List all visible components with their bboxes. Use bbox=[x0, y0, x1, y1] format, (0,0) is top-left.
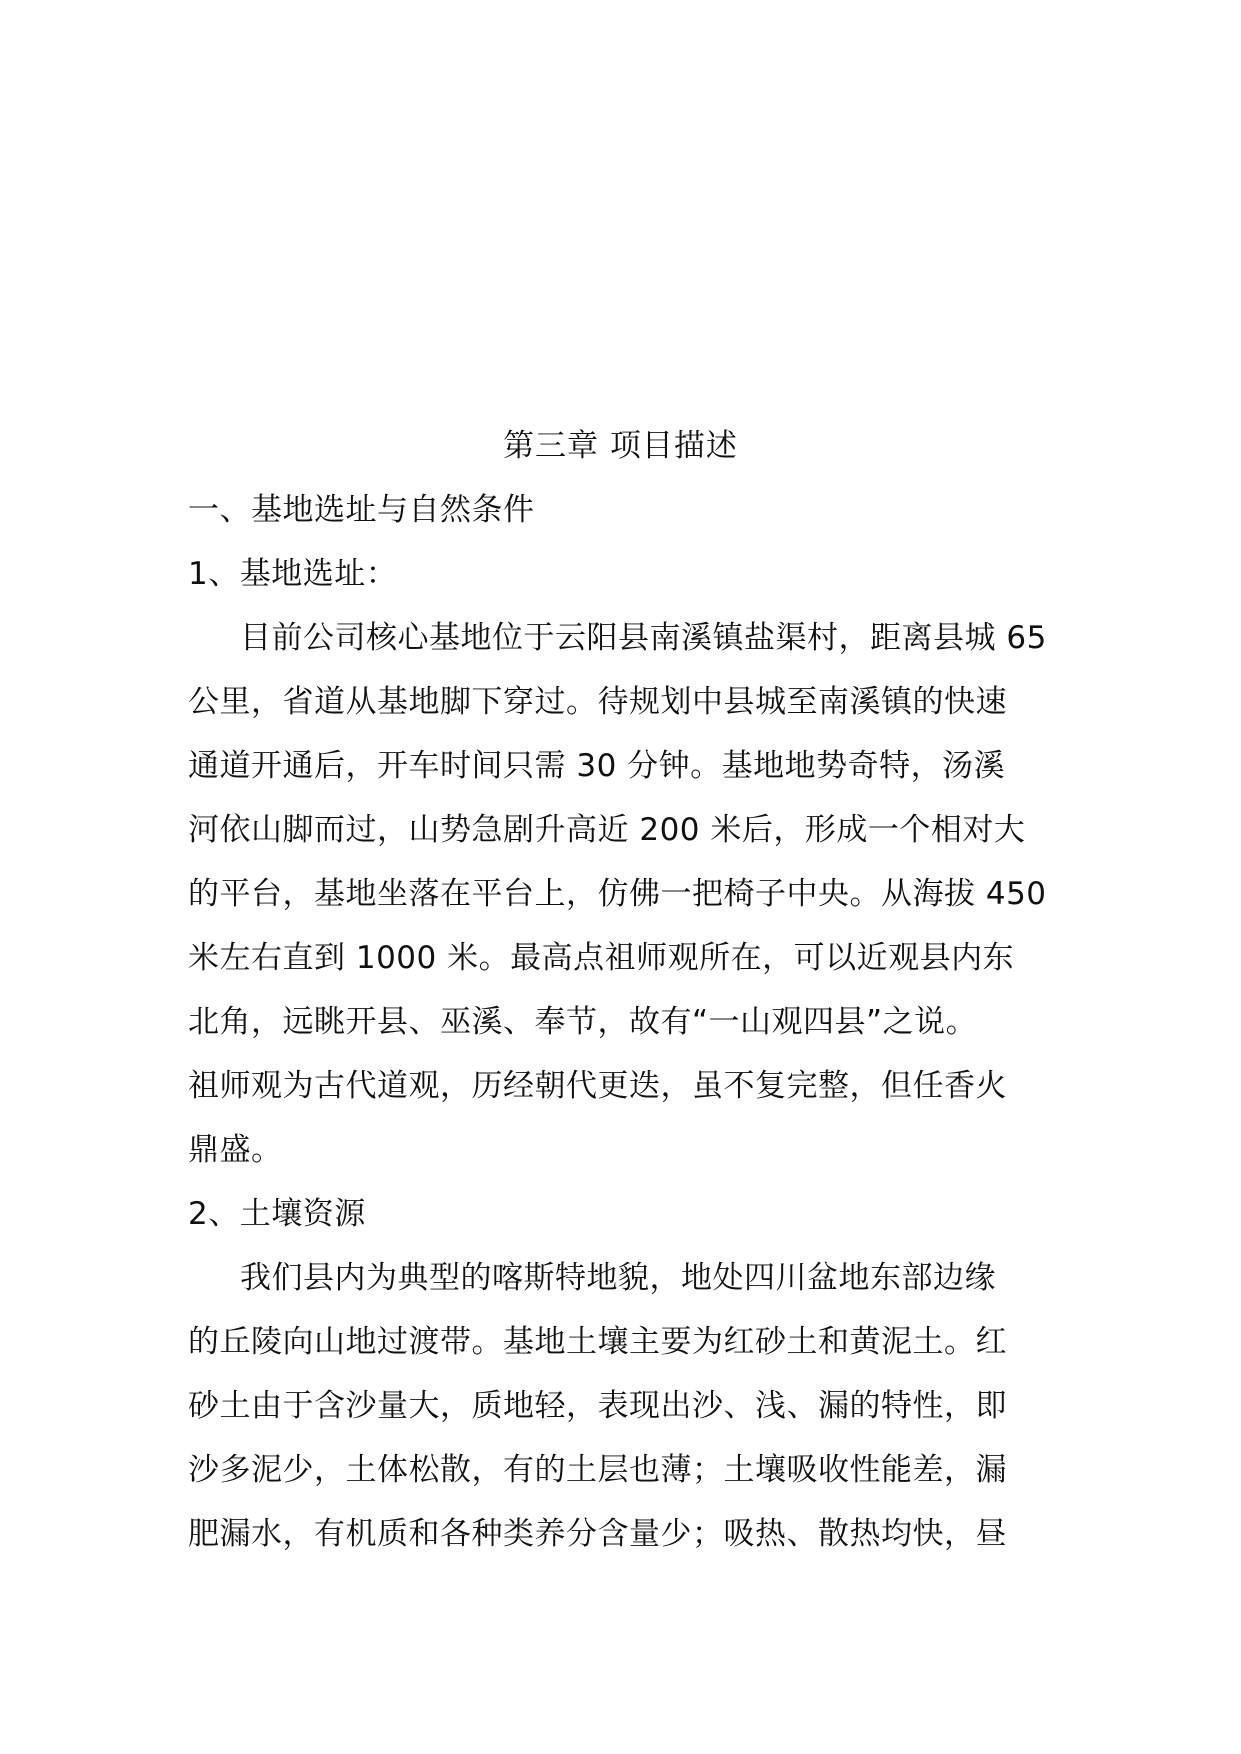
section-heading: 一、基地选址与自然条件 bbox=[188, 492, 535, 528]
paragraph-line: 沙多泥少，土体松散，有的土层也薄；土壤吸收性能差，漏 bbox=[188, 1452, 1007, 1488]
paragraph-line: 我们县内为典型的喀斯特地貌，地处四川盆地东部边缘 bbox=[240, 1260, 996, 1296]
paragraph-line: 米左右直到 1000 米。最高点祖师观所在，可以近观县内东 bbox=[188, 940, 1015, 976]
paragraph-line: 的平台，基地坐落在平台上，仿佛一把椅子中央。从海拔 450 bbox=[188, 876, 1047, 912]
chapter-title: 第三章 项目描述 bbox=[503, 428, 738, 464]
paragraph-line: 祖师观为古代道观，历经朝代更迭，虽不复完整，但任香火 bbox=[188, 1068, 1007, 1104]
paragraph-line: 目前公司核心基地位于云阳县南溪镇盐渠村，距离县城 65 bbox=[240, 620, 1047, 656]
paragraph-line: 肥漏水，有机质和各种类养分含量少；吸热、散热均快，昼 bbox=[188, 1516, 1007, 1552]
subsection-heading-soil: 2、土壤资源 bbox=[188, 1196, 366, 1232]
paragraph-line: 公里，省道从基地脚下穿过。待规划中县城至南溪镇的快速 bbox=[188, 684, 1007, 720]
subsection-heading-site: 1、基地选址： bbox=[188, 556, 398, 592]
paragraph-line: 河依山脚而过，山势急剧升高近 200 米后，形成一个相对大 bbox=[188, 812, 1026, 848]
paragraph-line: 北角，远眺开县、巫溪、奉节，故有“一山观四县”之说。 bbox=[188, 1004, 978, 1040]
paragraph-line: 鼎盛。 bbox=[188, 1132, 283, 1168]
paragraph-line: 通道开通后，开车时间只需 30 分钟。基地地势奇特，汤溪 bbox=[188, 748, 1006, 784]
paragraph-line: 砂土由于含沙量大，质地轻，表现出沙、浅、漏的特性，即 bbox=[188, 1388, 1007, 1424]
paragraph-line: 的丘陵向山地过渡带。基地土壤主要为红砂土和黄泥土。红 bbox=[188, 1324, 1007, 1360]
